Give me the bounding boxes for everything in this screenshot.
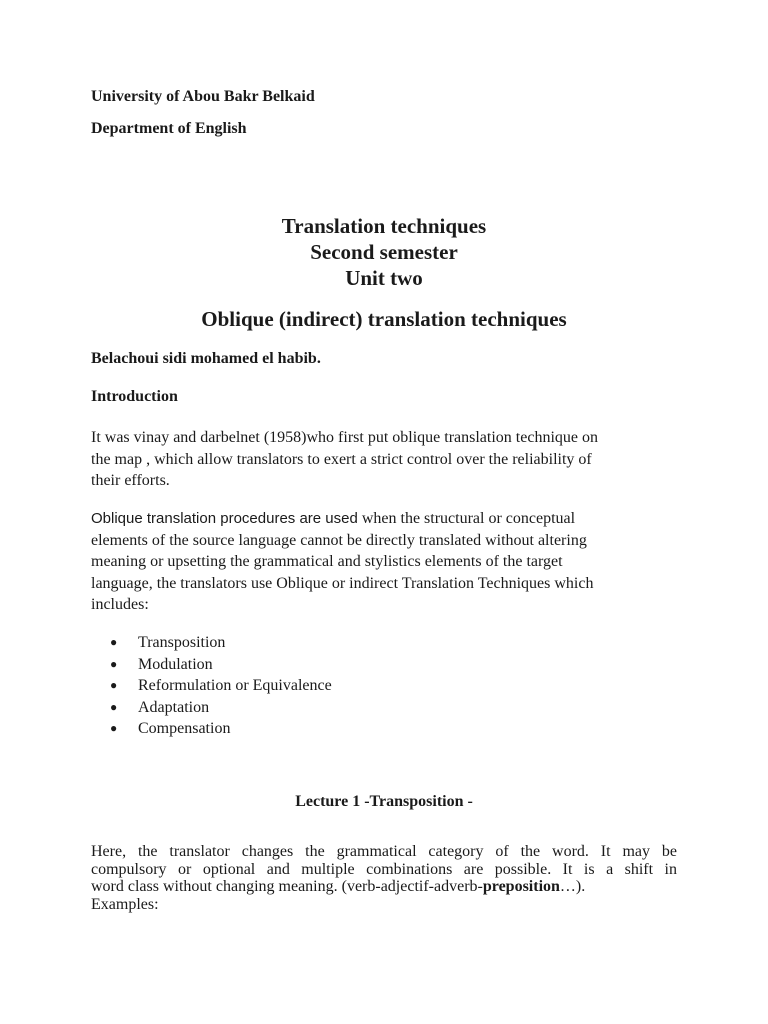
unit-subtitle: Oblique (indirect) translation techniques — [201, 307, 567, 331]
introduction-paragraph-1 — [91, 427, 681, 492]
list-item-label: Adaptation — [138, 698, 210, 716]
title-line-unit: Unit two — [345, 266, 423, 290]
bullet-icon: ● — [110, 721, 118, 735]
list-item-label: Transposition — [138, 634, 226, 651]
paragraph-line: meaning or upsetting the grammatical and stylistics elements of the target — [91, 553, 563, 570]
document-title — [0, 213, 768, 291]
lecture-heading: Lecture 1 -Transposition - — [295, 793, 473, 810]
paragraph-line — [91, 508, 681, 530]
paragraph-line: includes: — [91, 596, 149, 613]
list-item-label: Modulation — [138, 655, 213, 673]
bullet-icon: ● — [110, 699, 118, 714]
list-item-label: Reformulation or Equivalence — [138, 677, 332, 694]
list-item-label: Compensation — [138, 720, 231, 737]
paragraph-line: their efforts. — [91, 472, 170, 489]
department-name: Department of English — [91, 120, 247, 137]
title-line-semester: Second semester — [310, 240, 458, 264]
paragraph-line: Here, the translator changes the grammatical category of the word. It may be — [91, 843, 677, 860]
paragraph-line-end: …). — [559, 878, 586, 895]
paragraph-line — [91, 878, 677, 896]
university-name: University of Abou Bakr Belkaid — [91, 88, 315, 105]
paragraph-line: language, the translators use Oblique or indirect Translation Techniques which — [91, 574, 594, 592]
paragraph-lead-phrase: Oblique translation procedures are used — [91, 510, 358, 527]
paragraph-line: the map , which allow translators to exert a strict control over the reliability of — [91, 450, 592, 468]
paragraph-line-rest: when the structural or conceptual — [357, 510, 576, 527]
paragraph-line: It was vinay and darbelnet (1958)who first put oblique translation technique on — [91, 429, 598, 446]
bold-term: preposition — [482, 878, 560, 895]
paragraph-line-start: word class without changing meaning. (verb-adjectif-adverb- — [91, 878, 483, 895]
lecture-paragraph — [91, 843, 677, 913]
introduction-paragraph-2 — [91, 508, 681, 616]
paragraph-line: compulsory or optional and multiple combinations are possible. It is a shift in — [91, 860, 677, 878]
bullet-icon: ● — [110, 678, 118, 692]
examples-label: Examples: — [91, 895, 159, 913]
bullet-icon: ● — [110, 656, 118, 671]
author-name: Belachoui sidi mohamed el habib. — [91, 350, 321, 367]
introduction-heading: Introduction — [91, 388, 178, 405]
title-line-course: Translation techniques — [281, 214, 487, 238]
bullet-icon: ● — [110, 635, 118, 649]
paragraph-line: elements of the source language cannot be directly translated without altering — [91, 531, 587, 549]
